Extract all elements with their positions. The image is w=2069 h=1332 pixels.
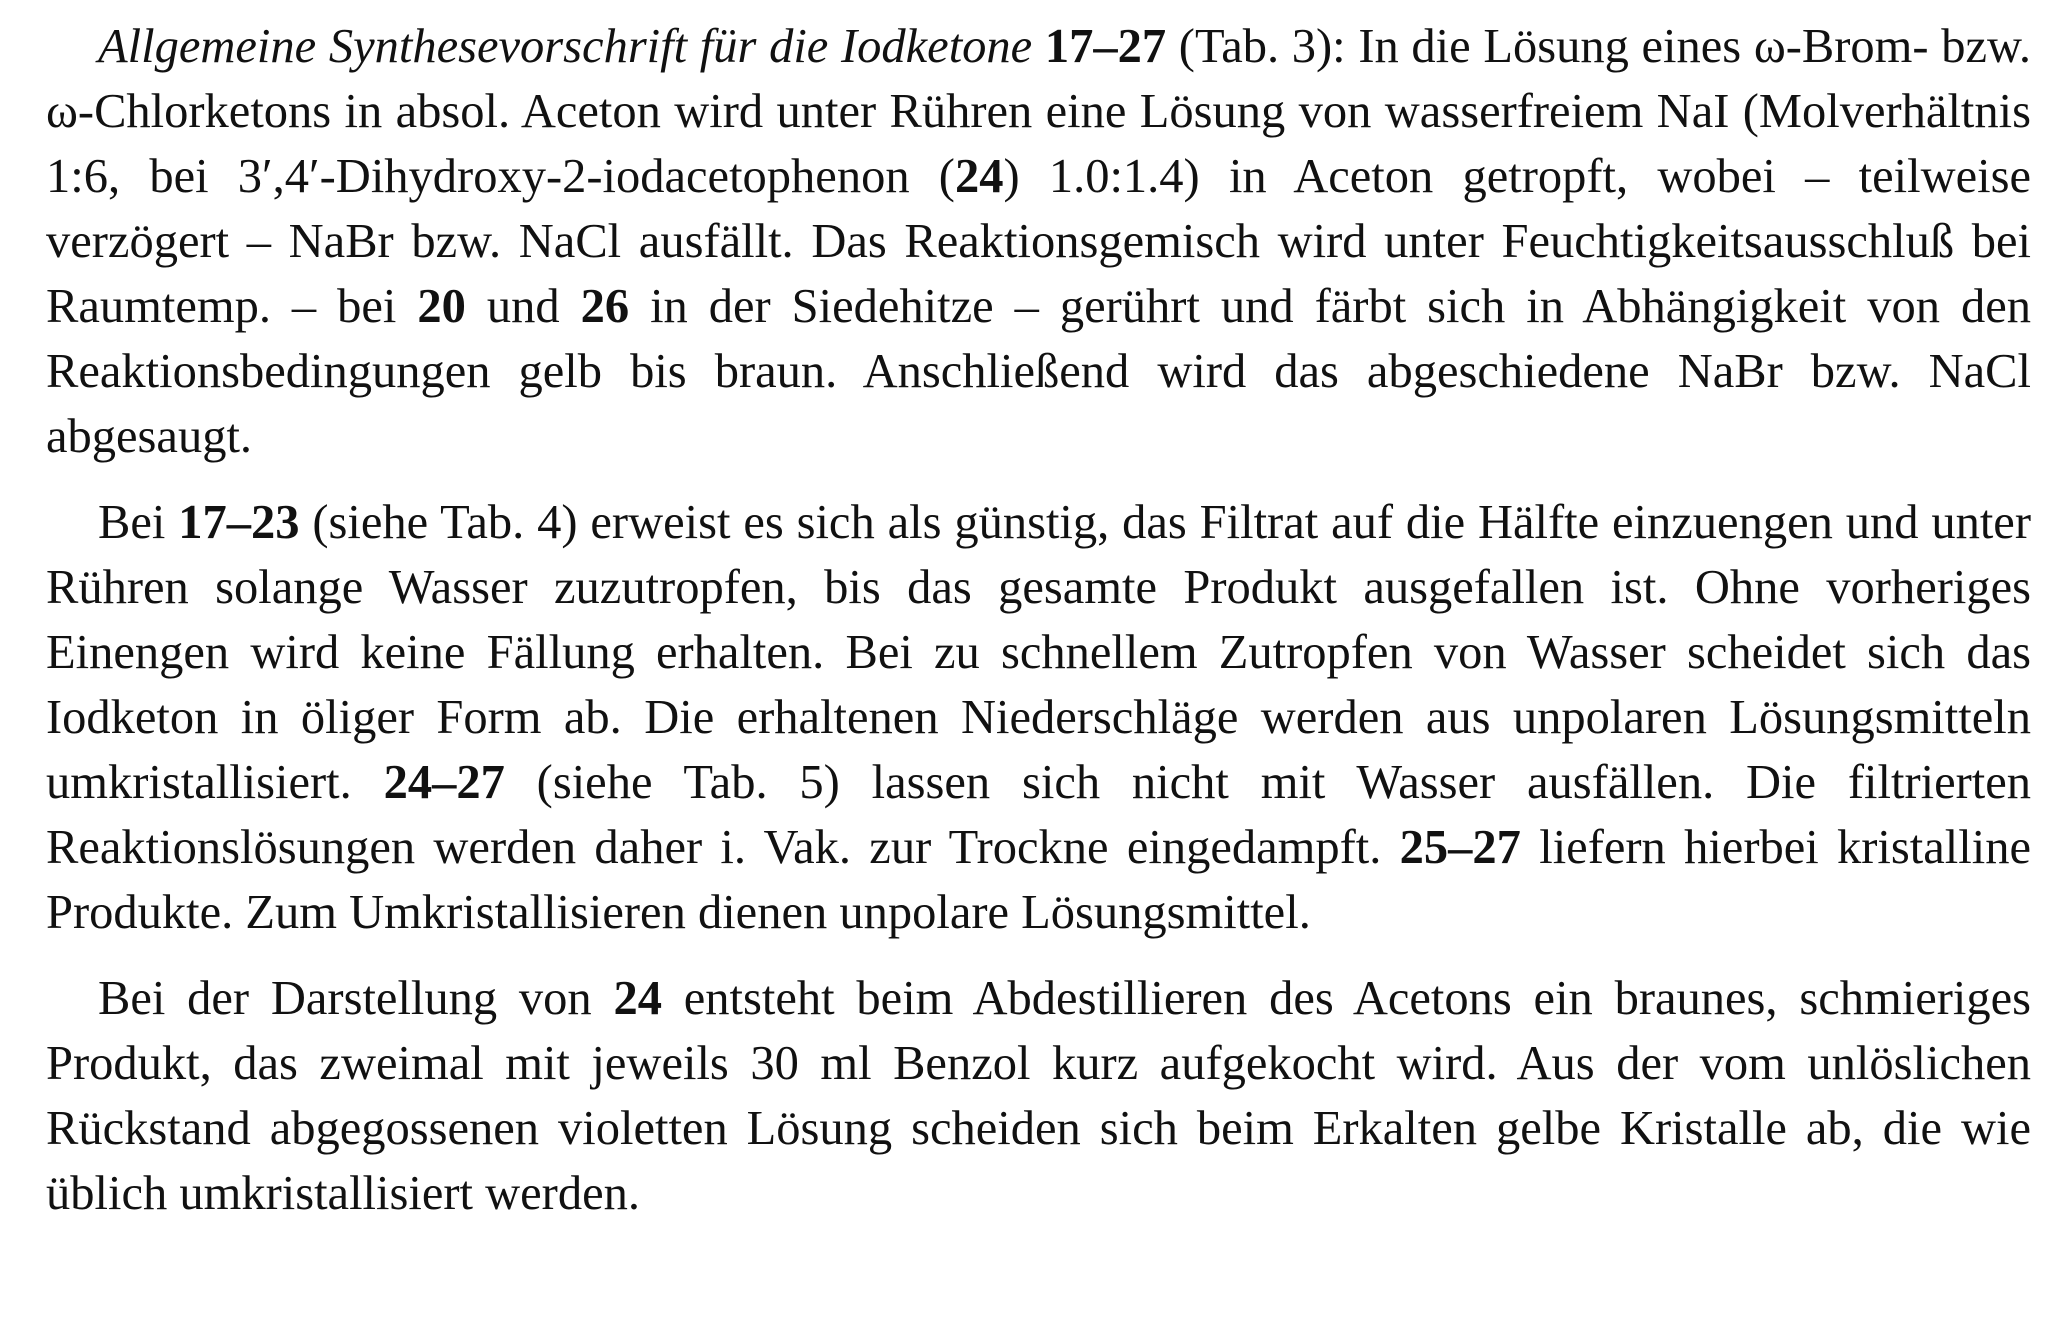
document-body [46, 14, 2031, 1226]
compound-range: 24–27 [383, 756, 505, 809]
body-text: liefern hierbei kristalline Produkte. Zum Umkristallisieren dienen unpolare Lösungsmittel. [46, 821, 2031, 939]
compound-range: 17–27 [1044, 20, 1167, 73]
body-text: ) 1.0:1.4) in Aceton getropft, wobei – teilweise verzögert – NaBr bzw. NaCl ausfällt. Das Reaktionsgemisch wird unter Feuchtigkeitsausschluß bei Raumtemp. – bei [46, 150, 2031, 333]
body-text: (siehe Tab. 5) lassen sich nicht mit Wasser ausfällen. Die filtrierten Reaktionslösungen werden daher i. Vak. zur Trockne eingedampft. [46, 756, 2032, 874]
body-text: und [465, 280, 581, 333]
paragraph-compound-24 [46, 966, 2031, 1226]
compound-number: 20 [417, 280, 466, 333]
compound-range: 17–23 [178, 496, 300, 549]
procedure-heading: Allgemeine Synthesevorschrift für die Iodketone [98, 20, 1045, 73]
body-text: entsteht beim Abdestillieren des Acetons ein braunes, schmieriges Produkt, das zweimal mit jeweils 30 ml Benzol kurz aufgekocht wird. Aus der vom unlöslichen Rückstand abgegossenen violetten Lösung scheiden sich beim Erkalten gelbe Kristalle ab, die wie üblich umkristallisiert werden. [46, 972, 2031, 1220]
paragraph-workup [46, 490, 2031, 945]
body-text: Bei der Darstellung von [98, 972, 614, 1025]
body-text: (siehe Tab. 4) erweist es sich als günstig, das Filtrat auf die Hälfte einzuengen und unter Rühren solange Wasser zuzutropfen, bis das gesamte Produkt ausgefallen ist. Ohne vorheriges Einengen wird keine Fällung erhalten. Bei zu schnellem Zutropfen von Wasser scheidet sich das Iodketon in öliger Form ab. Die erhaltenen Niederschläge werden aus unpolaren Lösungsmitteln umkristallisiert. [46, 496, 2031, 809]
compound-number: 26 [580, 280, 630, 333]
compound-number: 24 [954, 150, 1004, 203]
paragraph-general-procedure [46, 14, 2031, 469]
body-text: Bei [98, 496, 179, 549]
body-text: (Tab. 3): In die Lösung eines ω-Brom- bzw. ω-Chlorketons in absol. Aceton wird unter Rühren eine Lösung von wasserfreiem NaI (Molverhältnis 1:6, bei 3′,4′-Dihydroxy-2-iodacetophenon ( [46, 20, 2031, 203]
compound-range: 25–27 [1399, 821, 1521, 874]
compound-number: 24 [613, 972, 662, 1025]
body-text: in der Siedehitze – gerührt und färbt sich in Abhängigkeit von den Reaktionsbedingungen gelb bis braun. Anschließend wird das abgeschiedene NaBr bzw. NaCl abgesaugt. [46, 280, 2032, 463]
